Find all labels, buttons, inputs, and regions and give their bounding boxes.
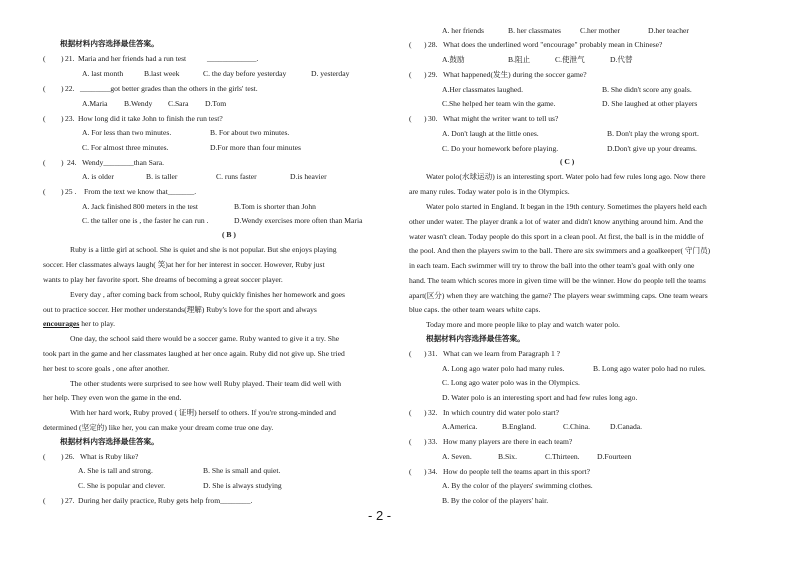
- answer-paren[interactable]: (: [43, 158, 46, 167]
- page-number: - 2 -: [368, 508, 392, 523]
- question-stem: ________got better grades than the others in the girls' test.: [80, 84, 258, 93]
- underlined-word: encourages: [43, 319, 80, 328]
- option-a[interactable]: A. Seven.: [442, 452, 472, 461]
- encourages-line: encourages her to play.: [43, 319, 116, 328]
- option-a[interactable]: A. Jack finished 800 meters in the test: [82, 202, 198, 211]
- question-stem: Wendy________than Sara.: [82, 158, 165, 167]
- question-stem: How many players are there in each team?: [443, 437, 573, 446]
- question-stem: How do people tell the teams apart in this sport?: [443, 467, 590, 476]
- answer-paren[interactable]: (: [43, 496, 46, 505]
- option-c[interactable]: C. runs faster: [216, 172, 257, 181]
- option-b[interactable]: B. By the color of the players' hair.: [442, 496, 549, 505]
- option-a[interactable]: A. her friends: [442, 26, 484, 35]
- option-a[interactable]: A.Maria: [82, 99, 108, 108]
- answer-paren[interactable]: (: [409, 114, 412, 123]
- section-b-heading: ( B ): [222, 230, 236, 239]
- answer-paren[interactable]: (: [409, 437, 412, 446]
- instruction-c: 根据材料内容选择最佳答案。: [426, 334, 525, 343]
- option-d[interactable]: D.Wendy exercises more often than Maria: [234, 216, 363, 225]
- answer-paren[interactable]: (: [409, 70, 412, 79]
- question-stem: What can we learn from Paragraph 1 ?: [443, 349, 561, 358]
- question-stem: From the text we know that_______.: [84, 187, 197, 196]
- option-a[interactable]: A.America.: [442, 422, 478, 431]
- option-d[interactable]: D.For more than four minutes: [210, 143, 301, 152]
- option-d[interactable]: D.is heavier: [290, 172, 327, 181]
- question-stem: In which country did water polo start?: [443, 408, 559, 417]
- option-d[interactable]: D.her teacher: [648, 26, 689, 35]
- question-stem: Maria and her friends had a run test: [78, 54, 187, 63]
- option-b[interactable]: B. Don't play the wrong sport.: [607, 129, 699, 138]
- option-c[interactable]: C.her mother: [580, 26, 621, 35]
- answer-paren[interactable]: (: [43, 114, 46, 123]
- option-a[interactable]: A. is older: [82, 172, 114, 181]
- option-d[interactable]: D. She is always studying: [203, 481, 282, 490]
- option-d[interactable]: D.Tom: [205, 99, 227, 108]
- option-c[interactable]: C. the day before yesterday: [203, 69, 287, 78]
- question-stem: What might the writer want to tell us?: [443, 114, 559, 123]
- answer-paren[interactable]: (: [43, 187, 46, 196]
- option-b[interactable]: B. Long ago water polo had no rules.: [593, 364, 706, 373]
- option-c[interactable]: C. Long ago water polo was in the Olympics.: [442, 378, 580, 387]
- answer-paren[interactable]: (: [409, 349, 412, 358]
- option-b[interactable]: B. is taller: [146, 172, 178, 181]
- option-c[interactable]: C. Do your homework before playing.: [442, 144, 559, 153]
- option-b[interactable]: B. She is small and quiet.: [203, 466, 281, 475]
- option-a[interactable]: A.Her classmates laughed.: [442, 85, 523, 94]
- instruction-a: 根据材料内容选择最佳答案。: [60, 39, 159, 48]
- question-stem: During her daily practice, Ruby gets help from________.: [78, 496, 253, 505]
- option-a[interactable]: A. Long ago water polo had many rules.: [442, 364, 565, 373]
- option-b[interactable]: B. For about two minutes.: [210, 128, 290, 137]
- option-c[interactable]: C.China.: [563, 422, 591, 431]
- option-d[interactable]: D. She laughed at other players: [602, 99, 698, 108]
- option-d[interactable]: D.Fourteen: [597, 452, 632, 461]
- question-stem: How long did it take John to finish the run test?: [78, 114, 223, 123]
- option-a[interactable]: A. By the color of the players' swimming clothes.: [442, 481, 593, 490]
- option-b[interactable]: B. her classmates: [508, 26, 561, 35]
- option-a[interactable]: A. last month: [82, 69, 124, 78]
- option-c[interactable]: C.She helped her team win the game.: [442, 99, 556, 108]
- option-a[interactable]: A. For less than two minutes.: [82, 128, 172, 137]
- option-b[interactable]: B.England.: [502, 422, 537, 431]
- answer-paren[interactable]: (: [43, 84, 46, 93]
- answer-paren[interactable]: (: [43, 452, 46, 461]
- option-c[interactable]: C.Thirteen.: [545, 452, 580, 461]
- answer-paren[interactable]: (: [409, 408, 412, 417]
- option-b[interactable]: B.Six.: [498, 452, 517, 461]
- option-b[interactable]: B.阻止: [508, 55, 531, 64]
- option-b[interactable]: B.Tom is shorter than John: [234, 202, 316, 211]
- instruction-b: 根据材料内容选择最佳答案。: [60, 437, 159, 446]
- option-b[interactable]: B.last week: [144, 69, 180, 78]
- option-d[interactable]: D.Canada.: [610, 422, 643, 431]
- question-stem: What does the underlined word "encourage" probably mean in Chinese?: [443, 40, 663, 49]
- option-c[interactable]: C. the taller one is , the faster he can run .: [82, 216, 209, 225]
- answer-paren[interactable]: (: [43, 54, 46, 63]
- option-d[interactable]: D.代替: [610, 55, 633, 64]
- option-b[interactable]: B. She didn't score any goals.: [602, 85, 692, 94]
- answer-paren[interactable]: (: [409, 40, 412, 49]
- option-c[interactable]: C.使泄气: [555, 55, 585, 64]
- question-stem: What happened(发生) during the soccer game?: [443, 70, 587, 79]
- option-d[interactable]: D. yesterday: [311, 69, 350, 78]
- option-a[interactable]: A. She is tall and strong.: [78, 466, 153, 475]
- option-a[interactable]: A.鼓励: [442, 55, 465, 64]
- answer-paren[interactable]: (: [409, 467, 412, 476]
- section-c-heading: ( C ): [560, 157, 575, 166]
- option-a[interactable]: A. Don't laugh at the little ones.: [442, 129, 539, 138]
- option-c[interactable]: C. For almost three minutes.: [82, 143, 169, 152]
- option-d[interactable]: D. Water polo is an interesting sport and had few rules long ago.: [442, 393, 638, 402]
- option-c[interactable]: C.Sara: [168, 99, 189, 108]
- question-stem: What is Ruby like?: [80, 452, 139, 461]
- exam-page: 根据材料内容选择最佳答案。 ( ) 21. Maria and her friends had a run test _____________. A. last month B.last week C. the day before yesterday D. yesterday ( ) 22. ________got better grades than the others in the girls' test. A.Maria B.Wendy C.Sara D.Tom ( ) 23. How long did it take John to finish the run test? A. For less than two minutes. B. For about two minutes. C. For almost three minutes. D.For more than four minutes ( ) 24. Wendy________than Sara. A. is older B. is taller C. runs faster D.is heavier ( ) 25 . From the text we know that_______. A. Jack finished 800 meters in the test B.Tom is shorter than John C. the taller one is , the faster he can run . D.Wendy exercises more often than Maria ( B ) Ruby is a little girl at school. She is quiet and she is not popular. But she enjoys playing soccer. Her classmates always laugh( 笑)at her for her interest in soccer. However, Ruby just wants to play her favorite sport. She dreams of becoming a great soccer player. Every day , after coming back from school, Ruby quickly finishes her homework and goes out to practice soccer. Her mother understands(理解) Ruby's love for the sport and always encourages her to play. One day, the school said there would be a soccer game. Ruby wanted to give it a try. She took part in the game and her classmates laughed at her once again. Ruby did not give up. She tried her best to score goals , one after another. The other students were surprised to see how well Ruby played. Their team did well with her help. They even won the game in the end. With her hard work, Ruby proved ( 证明) herself to others. If you're strong-minded and determined (坚定的) like her, you can make your dream come true one day. 根据材料内容选择最佳答案。 ( ) 26. What is Ruby like? A. She is tall and strong. B. She is small and quiet. C. She is popular and clever. D. She is always studying ( ) 27. During her daily practice, Ruby gets help from________. A. her friends B. her classmates C.her mother D.her teacher ( ) 28. What does the underlined word "encourage" probably mean in Chinese? A.鼓励 B.阻止 C.使泄气 D.代替 ( ) 29. What happened(发生) during the soccer game? A.Her classmates laughed. B. She didn't score any goals. C.She helped her team win the game. D. She laughed at other players ( ) 30. What might the writer want to tell us? A. Don't laugh at the little ones. B. Don't play the wrong sport. C. Do your homework before playing. D.Don't give up your dreams. ( C ) Water polo(水球运动) is an interesting sport. Water polo had few rules long ago. Now there are many rules. Today water polo is in the Olympics. Water polo started in England. It began in the 19th century. Sometimes the players held each other under water. The player drank a lot of water and didn't know anything around him. And the water wasn't clean. Today people do this sport in a clean pool. At first, the ball is in the middle of the pool. And then the players swim to the ball. There are six swimmers and a goalkeeper( 守门员) in each team. Each swimmer will try to throw the ball into the other team's goal with only one hand. The team which scores more in given time will be the winner. How do people tell the teams apart(区分) when they are watching the game? The players wear swimming caps. One team wears blue caps. the other team wears white caps. Today more and more people like to play and watch water polo. 根据材料内容选择最佳答案。 ( ) 31. What can we learn from Paragraph 1 ? A. Long ago water polo had many rules. B. Long ago water polo had no rules. C. Long ago water polo was in the Olympics. D. Water polo is an interesting sport and had few rules long ago. ( ) 32. In which country did water polo start? A.America. B.England. C.China. D.Canada. ( ) 33. How many players are there in each team? A. Seven. B.Six. C.Thirteen. D.Fourteen ( ) 34. How do people tell the teams apart in this sport? A. By the color of the players' swimming clothes. B. By the color of the players' hair. - 2 -: [43, 26, 711, 523]
- option-c[interactable]: C. She is popular and clever.: [78, 481, 166, 490]
- option-b[interactable]: B.Wendy: [124, 99, 153, 108]
- option-d[interactable]: D.Don't give up your dreams.: [607, 144, 697, 153]
